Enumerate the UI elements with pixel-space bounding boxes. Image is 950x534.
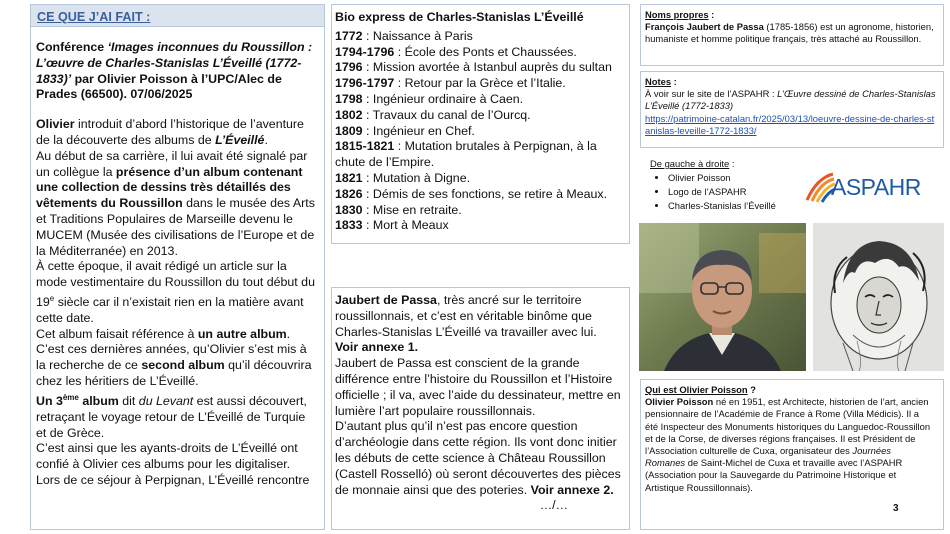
poisson-text (645, 396, 939, 494)
p1-name: Olivier (36, 117, 75, 132)
page-number: 3 (893, 503, 899, 514)
p6-b: est aussi découvert, retraçant le voyage retour de L’Éveillé de Turquie et de Grèce. (36, 393, 307, 440)
passa-t1: , très ancré sur le territoire roussillonnais, et c’est en véritable binôme que Charles-Stanislas L’Éveillé va travailler avec lui. (335, 293, 597, 339)
bio-item (335, 203, 626, 219)
p6-a: dit (118, 393, 139, 408)
p1-eveille: L’Éveillé (215, 132, 265, 147)
p2-b: dans le musée des Arts et Traditions Populaires de Marseille devenu le MUCEM (Musée des civilisations de l’Europe et de la Méditerranée) en 2013. (36, 196, 315, 258)
left-column-panel (30, 4, 325, 530)
bio-event: : Mission avortée à Istanbul auprès du sultan (362, 60, 612, 75)
bio-item (335, 108, 626, 124)
bio-event: : Ingénieur ordinaire à Caen. (362, 91, 524, 106)
bio-year: 1796-1797 (335, 76, 395, 91)
bio-item (335, 218, 626, 234)
poisson-q: ? (747, 384, 756, 395)
photo-olivier-poisson (639, 223, 806, 371)
noms-name: François Jaubert de Passa (645, 21, 764, 33)
paragraph-second-album (36, 342, 319, 389)
paragraph-career (36, 149, 319, 260)
annexe-1-ref: Voir annexe 1. (335, 340, 419, 355)
p5-bold: second album (141, 358, 225, 373)
bio-item (335, 171, 626, 187)
bio-item (335, 76, 626, 92)
section-header-title: CE QUE J’AI FAIT : (37, 10, 151, 24)
portrait-illustration (639, 223, 806, 371)
bio-event: : Mutation brutales à Perpignan, à la chute de l’Empire. (335, 139, 597, 170)
caption-item: • Logo de l’ASPAHR (668, 185, 800, 199)
bio-year: 1802 (335, 107, 363, 122)
p4-a: Cet album faisait référence à (36, 326, 198, 341)
p2-bold: présence d’un album contenant une collection de dessins très détaillés des vêtements du Roussillon (36, 164, 303, 211)
paragraph-other-album (36, 327, 319, 343)
conf-title-c: par Olivier Poisson à l’UPC/Alec de Prades (66500). 07/06/2025 (36, 71, 282, 102)
bio-title: Bio express de Charles-Stanislas L’Éveillé (335, 10, 584, 24)
passa-intro (335, 293, 626, 340)
bio-express-panel (331, 4, 630, 244)
proper-names-panel (640, 4, 944, 66)
paragraph-rights: C’est ainsi que les ayants-droits de L’Éveillé ont confié à Olivier ces albums pour les digitaliser. (36, 441, 298, 472)
p4-bold: un autre album (197, 326, 287, 341)
bio-event: : Naissance à Paris (362, 28, 473, 43)
p3-a: À cette époque, il avait rédigé un article sur la mode vestimentaire du Roussillon du tout début du 19 (36, 259, 315, 310)
bio-timeline-list (335, 29, 626, 234)
p3-b: siècle car il n’existait rien en la matière avant cette date. (36, 295, 304, 325)
p2-a: Au début de sa carrière, il lui avait été signalé par un collègue la (36, 148, 308, 179)
bio-event: : Démis de ses fonctions, se retire à Meaux. (362, 186, 608, 201)
p3-sup: e (49, 293, 55, 303)
sketch-leveille (813, 223, 944, 371)
caption-label: De gauche à droite (650, 158, 730, 169)
bio-item (335, 124, 626, 140)
noms-colon: : (708, 9, 715, 20)
p5-b: qu’il découvrira chez les héritiers de L’Éveillé. (36, 358, 312, 389)
paragraph-perpignan: Lors de ce séjour à Perpignan, L’Éveillé rencontre (36, 472, 310, 487)
poisson-name: Olivier Poisson (645, 396, 714, 408)
caption-list (650, 171, 800, 213)
aspahr-logo (803, 170, 921, 206)
caption-item: • Olivier Poisson (668, 171, 800, 185)
bio-year: 1833 (335, 218, 363, 233)
sketch-illustration (813, 223, 944, 371)
notes-panel (640, 71, 944, 148)
bio-item (335, 187, 626, 203)
bio-item (335, 92, 626, 108)
continuation-mark: …/… (539, 498, 568, 513)
bio-year: 1772 (335, 28, 363, 43)
notes-text (645, 88, 939, 112)
bio-year: 1796 (335, 60, 363, 75)
bio-year: 1815-1821 (335, 139, 395, 154)
bio-event: : Retour par la Grèce et l’Italie. (394, 76, 566, 91)
p6-levant: du Levant (138, 393, 194, 408)
poisson-a: né en 1951, est Architecte, historien de l’art, ancien pensionnaire de l’Académie de France à Rome (Villa Médicis). Il a été Inspecteur des Monuments historiques du Languedoc-Roussillon et de la Corse, de diverses régions françaises. Il est Président de l’Association culturelle de Cuxa, organisateur des (645, 396, 931, 457)
notes-colon: : (671, 76, 677, 87)
aspahr-link[interactable]: https://patrimoine-catalan.fr/2025/03/13/loeuvre-dessine-de-charles-stanislas-leveille-1772-1833/ (645, 112, 935, 136)
passa-t3: D’autant plus qu’il n’est pas encore question d’archéologie dans cette région. Ils vont donc initier les débuts de cette science à Château Roussillon (Castell Rosselló) où seront découvertes des pièces de monnaie ainsi que des poteries. (335, 419, 621, 497)
notes-label: Notes (645, 76, 672, 87)
bio-event: : Mutation à Digne. (362, 170, 471, 185)
bio-event: : École des Ponts et Chaussées. (394, 44, 577, 59)
p1-end: . (264, 132, 268, 147)
conf-title-b: ‘Images inconnues du Roussillon : L’œuvre de Charles-Stanislas L’Éveillé (1772-1833)’ (36, 40, 313, 86)
aspahr-logo-text: ASPAHR (831, 174, 921, 200)
passa-panel (331, 287, 630, 530)
bio-item (335, 29, 626, 45)
noms-text: (1785-1856) est un agronome, historien, humaniste et homme politique français, très attaché au Roussillon. (645, 21, 934, 45)
bio-event: : Mort à Meaux (362, 218, 449, 233)
bio-event: : Travaux du canal de l’Ourcq. (362, 107, 531, 122)
caption-item: • Charles-Stanislas l’Éveillé (668, 199, 800, 213)
p1-text: introduit d’abord l’historique de l’aventure de la découverte des albums de (36, 117, 304, 147)
proper-names-heading (645, 9, 939, 21)
bio-event: : Ingénieur en Chef. (362, 123, 475, 138)
passa-paragraph-3 (335, 419, 626, 498)
bio-year: 1826 (335, 186, 363, 201)
caption-heading (650, 158, 800, 170)
poisson-b: de Saint-Michel de Cuxa et travaille avec l’ASPAHR (Association pour la Sauvegarde du Patrimoine Historique et Artistique Roussillonnais). (645, 457, 903, 493)
annexe-2-ref: Voir annexe 2. (530, 482, 614, 497)
poisson-label: Qui est Olivier Poisson (645, 384, 748, 395)
bio-event: : Mise en retraite. (362, 202, 462, 217)
bio-year: 1798 (335, 91, 363, 106)
bio-item (335, 139, 626, 171)
bio-item (335, 60, 626, 76)
notes-a: À voir sur le site de l’ASPAHR : (645, 88, 778, 100)
notes-title: L’Œuvre dessiné de Charles-Stanislas L’Éveillé (1772-1833) (645, 88, 936, 112)
notes-heading (645, 76, 939, 88)
poisson-heading (645, 384, 939, 396)
p6-un: Un 3 (36, 393, 63, 408)
p5-a: C’est ces dernières années, qu’Olivier s’est mis à la recherche de ce (36, 342, 307, 373)
noms-label: Noms propres (645, 9, 709, 20)
passa-paragraph-2: Jaubert de Passa est conscient de la grande différence entre l’histoire du Roussillon et l’Histoire officielle ; il va, avec l’aide du dessinateur, mettre en lumière l’art populaire roussillonnais. (335, 356, 621, 418)
p6-sup: ème (62, 392, 79, 402)
bio-year: 1794-1796 (335, 44, 395, 59)
bio-year: 1809 (335, 123, 363, 138)
p4-b: . (286, 326, 291, 341)
poisson-journees: Journées Romanes (645, 445, 891, 469)
paragraph-article (36, 259, 319, 326)
caption-colon: : (729, 158, 735, 169)
image-caption (650, 158, 800, 213)
bio-item (335, 45, 626, 61)
proper-names-text (645, 21, 939, 45)
bio-year: 1821 (335, 170, 363, 185)
conf-title-a: Conférence (36, 40, 108, 54)
conference-title (36, 40, 319, 103)
paragraph-third-album (36, 390, 319, 442)
bio-year: 1830 (335, 202, 363, 217)
passa-name: Jaubert de Passa (335, 293, 437, 307)
section-header (31, 5, 324, 27)
p6-album: album (78, 393, 119, 408)
paragraph-intro (36, 117, 319, 149)
